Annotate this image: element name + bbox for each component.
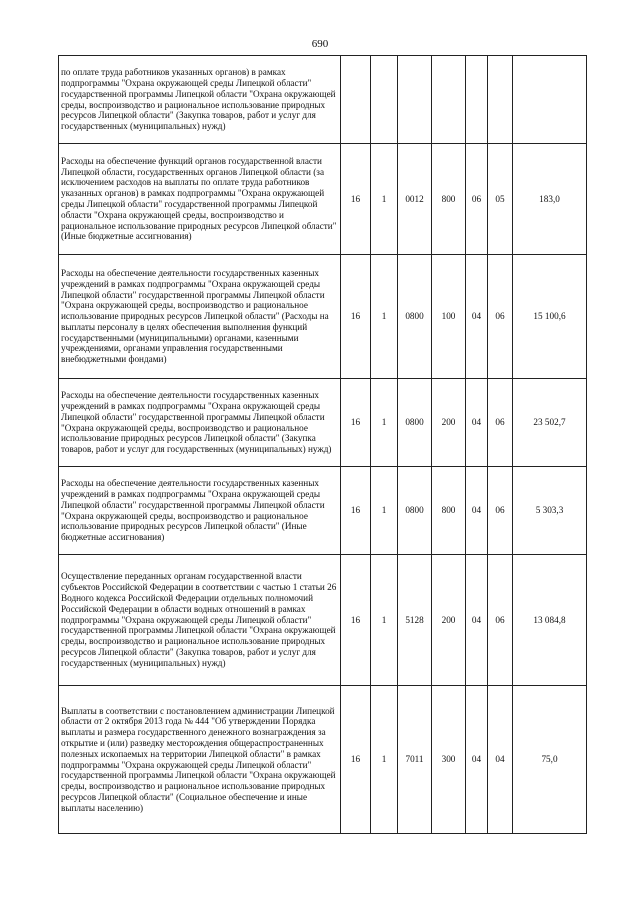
- cell-code-3: 5128: [398, 555, 432, 686]
- cell-code-1: 16: [341, 255, 371, 379]
- cell-code-3: 0800: [398, 467, 432, 555]
- cell-code-5: 04: [466, 467, 488, 555]
- cell-code-2: 1: [371, 255, 398, 379]
- cell-amount: 15 100,6: [513, 255, 587, 379]
- cell-code-3: [398, 56, 432, 144]
- cell-code-1: 16: [341, 467, 371, 555]
- cell-code-1: 16: [341, 144, 371, 255]
- row-description: по оплате труда работников указанных органов) в рамках подпрограммы "Охрана окружающей среды Липецкой области" государственной программы Липецкой области "Охрана окружающей среды, воспроизводство и рациональное использование природных ресурсов Липецкой области" (Закупка товаров, работ и услуг для государственных (муниципальных) нужд): [59, 56, 341, 144]
- cell-code-4: [432, 56, 466, 144]
- budget-table: [58, 55, 587, 834]
- cell-code-2: 1: [371, 686, 398, 834]
- cell-code-1: 16: [341, 555, 371, 686]
- cell-code-5: 04: [466, 379, 488, 467]
- page-number: 690: [311, 38, 329, 50]
- row-description: Осуществление переданных органам государственной власти субъектов Российской Федерации в соответствии с частью 1 статьи 26 Водного кодекса Российской Федерации отдельных полномочий Российской Федерации в области водных отношений в рамках подпрограммы "Охрана окружающей среды Липецкой области" государственной программы Липецкой области "Охрана окружающей среды, воспроизводство и рациональное использование природных ресурсов Липецкой области" (Закупка товаров, работ и услуг для государственных (муниципальных) нужд): [59, 555, 341, 686]
- cell-code-6: [488, 56, 513, 144]
- cell-code-1: 16: [341, 686, 371, 834]
- row-description: Расходы на обеспечение деятельности государственных казенных учреждений в рамках подпрограммы "Охрана окружающей среды Липецкой области" государственной программы Липецкой области "Охрана окружающей среды, воспроизводство и рациональное использование природных ресурсов Липецкой области" (Закупка товаров, работ и услуг для государственных (муниципальных) нужд): [59, 379, 341, 467]
- row-description: Расходы на обеспечение функций органов государственной власти Липецкой области, государственных органов Липецкой области (за исключением расходов на выплаты по оплате труда работников указанных органов) в рамках подпрограммы "Охрана окружающей среды Липецкой области" государственной программы Липецкой области "Охрана окружающей среды, воспроизводство и рациональное использование природных ресурсов Липецкой области" (Иные бюджетные ассигнования): [59, 144, 341, 255]
- cell-code-3: 0800: [398, 255, 432, 379]
- table-row: [59, 379, 587, 467]
- cell-code-4: 800: [432, 467, 466, 555]
- cell-code-2: 1: [371, 144, 398, 255]
- cell-code-6: 04: [488, 686, 513, 834]
- cell-code-6: 06: [488, 379, 513, 467]
- table-row: [59, 467, 587, 555]
- cell-code-6: 05: [488, 144, 513, 255]
- cell-code-2: 1: [371, 555, 398, 686]
- cell-code-4: 300: [432, 686, 466, 834]
- cell-code-3: 0012: [398, 144, 432, 255]
- cell-amount: 183,0: [513, 144, 587, 255]
- cell-code-4: 200: [432, 555, 466, 686]
- cell-code-6: 06: [488, 467, 513, 555]
- cell-code-5: 04: [466, 555, 488, 686]
- cell-code-3: 7011: [398, 686, 432, 834]
- cell-amount: 5 303,3: [513, 467, 587, 555]
- cell-code-6: 06: [488, 555, 513, 686]
- cell-code-4: 100: [432, 255, 466, 379]
- table-row: [59, 56, 587, 144]
- cell-code-2: 1: [371, 379, 398, 467]
- cell-code-1: 16: [341, 379, 371, 467]
- cell-code-4: 800: [432, 144, 466, 255]
- cell-code-1: [341, 56, 371, 144]
- table-row: [59, 144, 587, 255]
- cell-amount: 23 502,7: [513, 379, 587, 467]
- cell-code-4: 200: [432, 379, 466, 467]
- table-row: [59, 555, 587, 686]
- cell-code-5: 04: [466, 255, 488, 379]
- cell-code-6: 06: [488, 255, 513, 379]
- cell-amount: [513, 56, 587, 144]
- cell-code-3: 0800: [398, 379, 432, 467]
- cell-amount: 13 084,8: [513, 555, 587, 686]
- cell-code-2: 1: [371, 467, 398, 555]
- table-row: [59, 686, 587, 834]
- cell-code-5: 06: [466, 144, 488, 255]
- cell-code-2: [371, 56, 398, 144]
- row-description: Выплаты в соответствии с постановлением администрации Липецкой области от 2 октября 2013 года № 444 "Об утверждении Порядка выплаты и размера государственного денежного вознаграждения за открытие и (или) разведку месторождения общераспространенных полезных ископаемых на территории Липецкой области" в рамках подпрограммы "Охрана окружающей среды Липецкой области" государственной программы Липецкой области "Охрана окружающей среды, воспроизводство и рациональное использование природных ресурсов Липецкой области" (Социальное обеспечение и иные выплаты населению): [59, 686, 341, 834]
- table-row: [59, 255, 587, 379]
- row-description: Расходы на обеспечение деятельности государственных казенных учреждений в рамках подпрограммы "Охрана окружающей среды Липецкой области" государственной программы Липецкой области "Охрана окружающей среды, воспроизводство и рациональное использование природных ресурсов Липецкой области" (Иные бюджетные ассигнования): [59, 467, 341, 555]
- cell-amount: 75,0: [513, 686, 587, 834]
- cell-code-5: [466, 56, 488, 144]
- cell-code-5: 04: [466, 686, 488, 834]
- row-description: Расходы на обеспечение деятельности государственных казенных учреждений в рамках подпрограммы "Охрана окружающей среды Липецкой области" государственной программы Липецкой области "Охрана окружающей среды, воспроизводство и рациональное использование природных ресурсов Липецкой области" (Расходы на выплаты персоналу в целях обеспечения выполнения функций государственными (муниципальными) органами, казенными учреждениями, органами управления государственными внебюджетными фондами): [59, 255, 341, 379]
